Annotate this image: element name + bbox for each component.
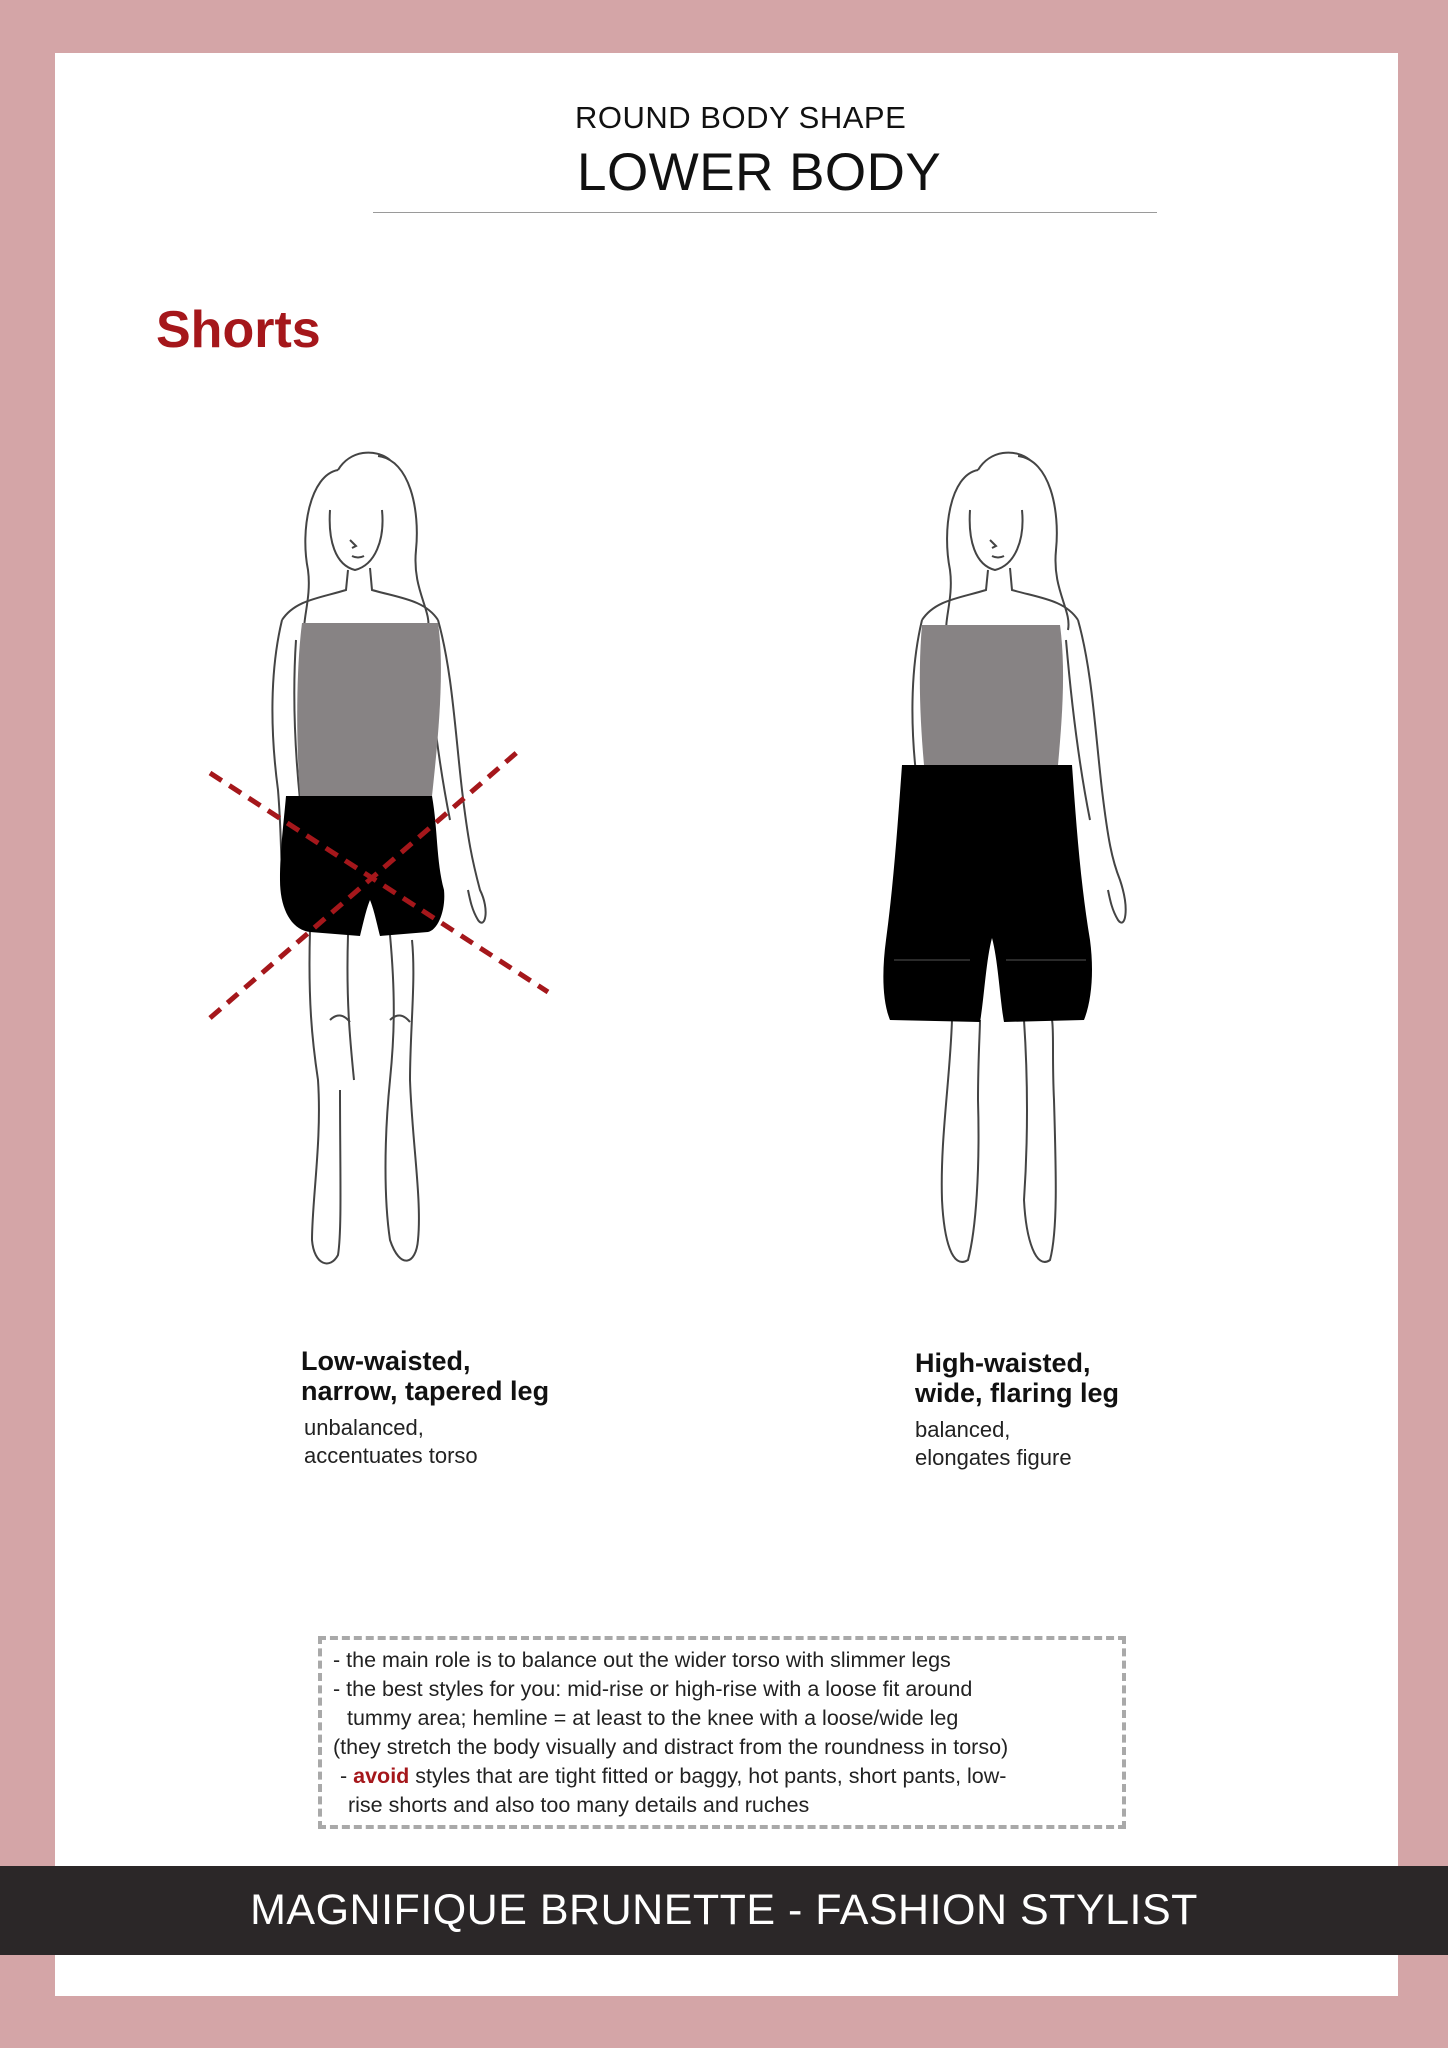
- title-divider: [373, 212, 1157, 213]
- option-2-desc-line1: balanced,: [915, 1417, 1011, 1442]
- option-2-title: [915, 1348, 1119, 1408]
- option-1-desc-line2: accentuates torso: [304, 1443, 478, 1468]
- figure-low-waisted: [200, 440, 580, 1300]
- avoid-highlight: avoid: [353, 1764, 410, 1788]
- option-1-desc-line1: unbalanced,: [304, 1415, 424, 1440]
- note-line: rise shorts and also too many details and ruches: [348, 1793, 810, 1817]
- note-rest: styles that are tight fitted or baggy, hot pants, short pants, low-: [409, 1764, 1007, 1788]
- shorts-high-waisted: [883, 765, 1092, 1022]
- page-title: LOWER BODY: [577, 143, 942, 202]
- option-2-title-line1: High-waisted,: [915, 1348, 1091, 1378]
- note-line: tummy area; hemline = at least to the knee with a loose/wide leg: [347, 1706, 959, 1730]
- option-1-title-line1: Low-waisted,: [301, 1346, 471, 1376]
- top-garment: [297, 623, 441, 796]
- shorts-low-waisted: [280, 796, 444, 936]
- note-line: - the main role is to balance out the wider torso with slimmer legs: [333, 1648, 951, 1672]
- note-line: - the best styles for you: mid-rise or high-rise with a loose fit around: [333, 1677, 973, 1701]
- option-1-title: [301, 1346, 549, 1406]
- figure-high-waisted: [860, 440, 1200, 1300]
- note-line-avoid: [340, 1764, 1006, 1789]
- option-2-desc-line2: elongates figure: [915, 1445, 1072, 1470]
- note-line: (they stretch the body visually and distract from the roundness in torso): [333, 1735, 1009, 1759]
- top-garment: [920, 625, 1063, 765]
- option-1-description: [304, 1414, 478, 1470]
- note-prefix: -: [340, 1764, 354, 1788]
- section-title: Shorts: [156, 301, 321, 359]
- option-1-title-line2: narrow, tapered leg: [301, 1376, 550, 1406]
- footer-brand: MAGNIFIQUE BRUNETTE - FASHION STYLIST: [250, 1886, 1198, 1934]
- page-subtitle: ROUND BODY SHAPE: [575, 100, 907, 135]
- footer-bar: [0, 1866, 1448, 1955]
- option-2-title-line2: wide, flaring leg: [915, 1378, 1120, 1408]
- option-2-description: [915, 1416, 1072, 1472]
